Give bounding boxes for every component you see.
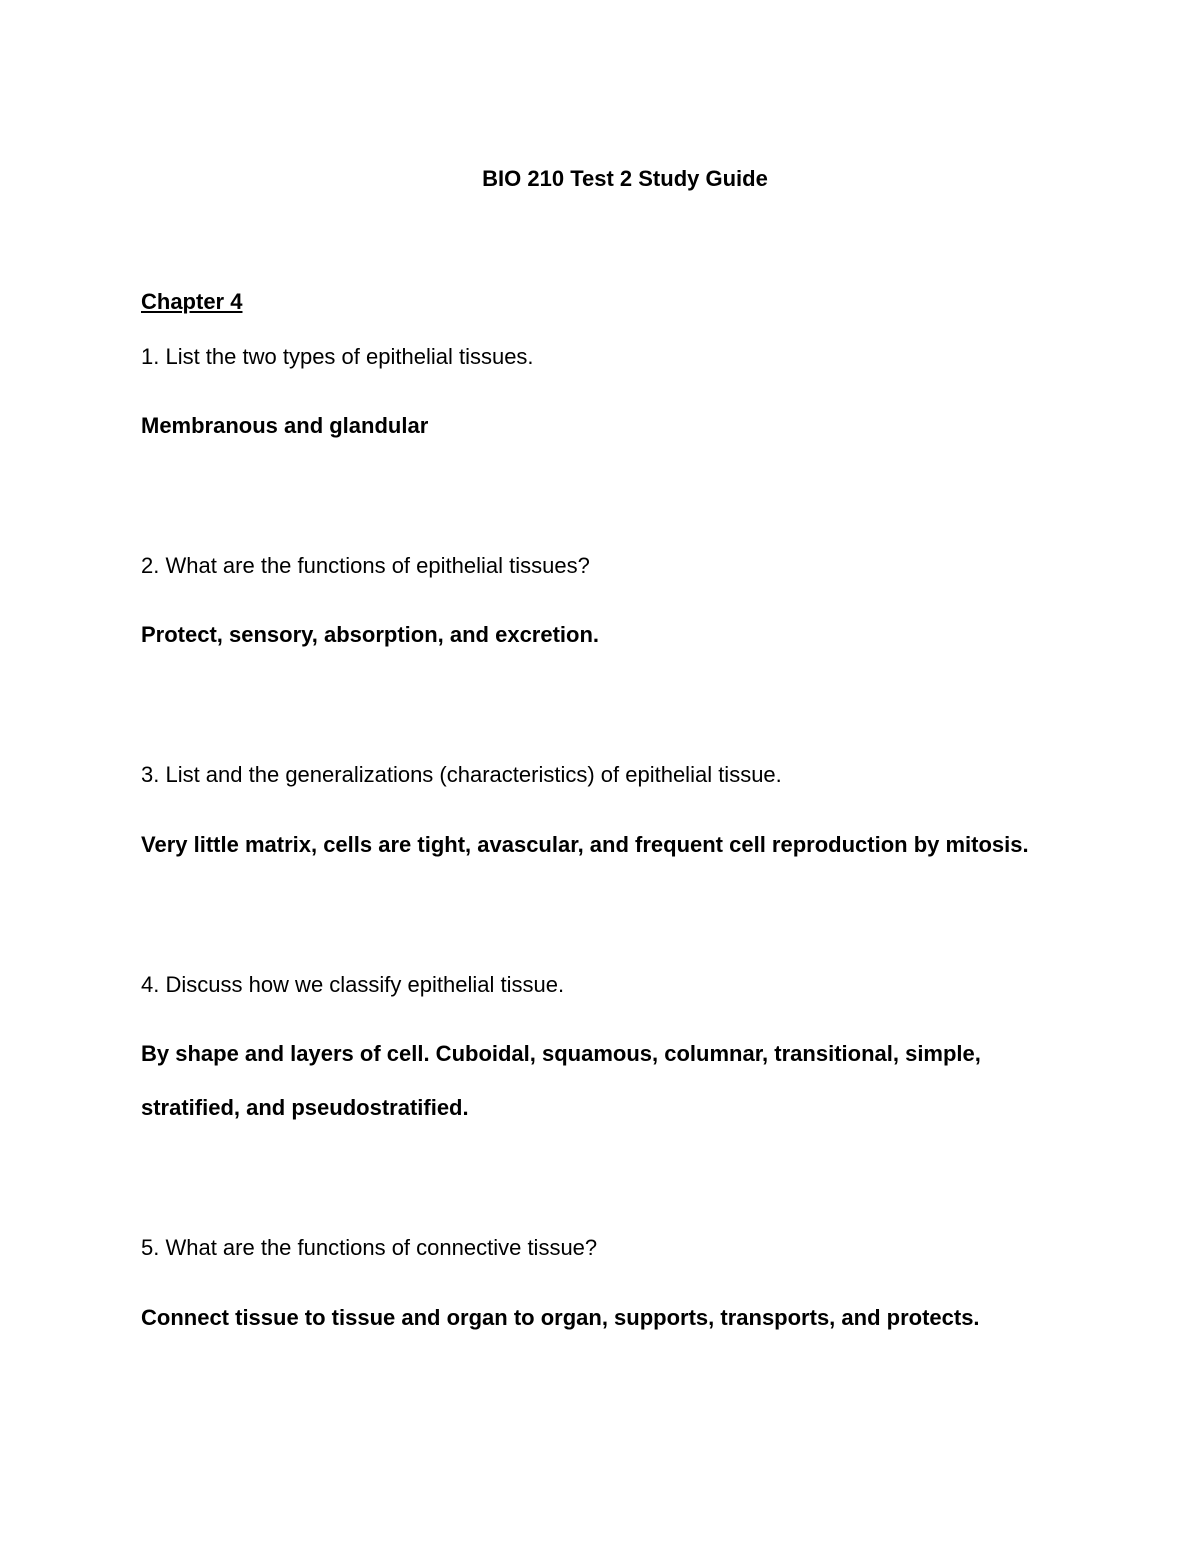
question-2: 2. What are the functions of epithelial tissues? <box>141 553 590 578</box>
chapter-heading: Chapter 4 <box>141 289 243 314</box>
answer-2: Protect, sensory, absorption, and excretion. <box>141 622 600 647</box>
question-1: 1. List the two types of epithelial tissues. <box>141 344 534 369</box>
answer-4-line-1: By shape and layers of cell. Cuboidal, squamous, columnar, transitional, simple, <box>141 1041 981 1066</box>
document-title: BIO 210 Test 2 Study Guide <box>482 166 768 191</box>
answer-3: Very little matrix, cells are tight, avascular, and frequent cell reproduction by mitosis. <box>141 832 1029 857</box>
answer-1: Membranous and glandular <box>141 413 429 438</box>
answer-5: Connect tissue to tissue and organ to organ, supports, transports, and protects. <box>141 1305 980 1330</box>
question-5: 5. What are the functions of connective tissue? <box>141 1235 598 1260</box>
question-3: 3. List and the generalizations (characteristics) of epithelial tissue. <box>141 762 782 787</box>
question-4: 4. Discuss how we classify epithelial tissue. <box>141 972 565 997</box>
answer-4-line-2: stratified, and pseudostratified. <box>141 1095 469 1120</box>
